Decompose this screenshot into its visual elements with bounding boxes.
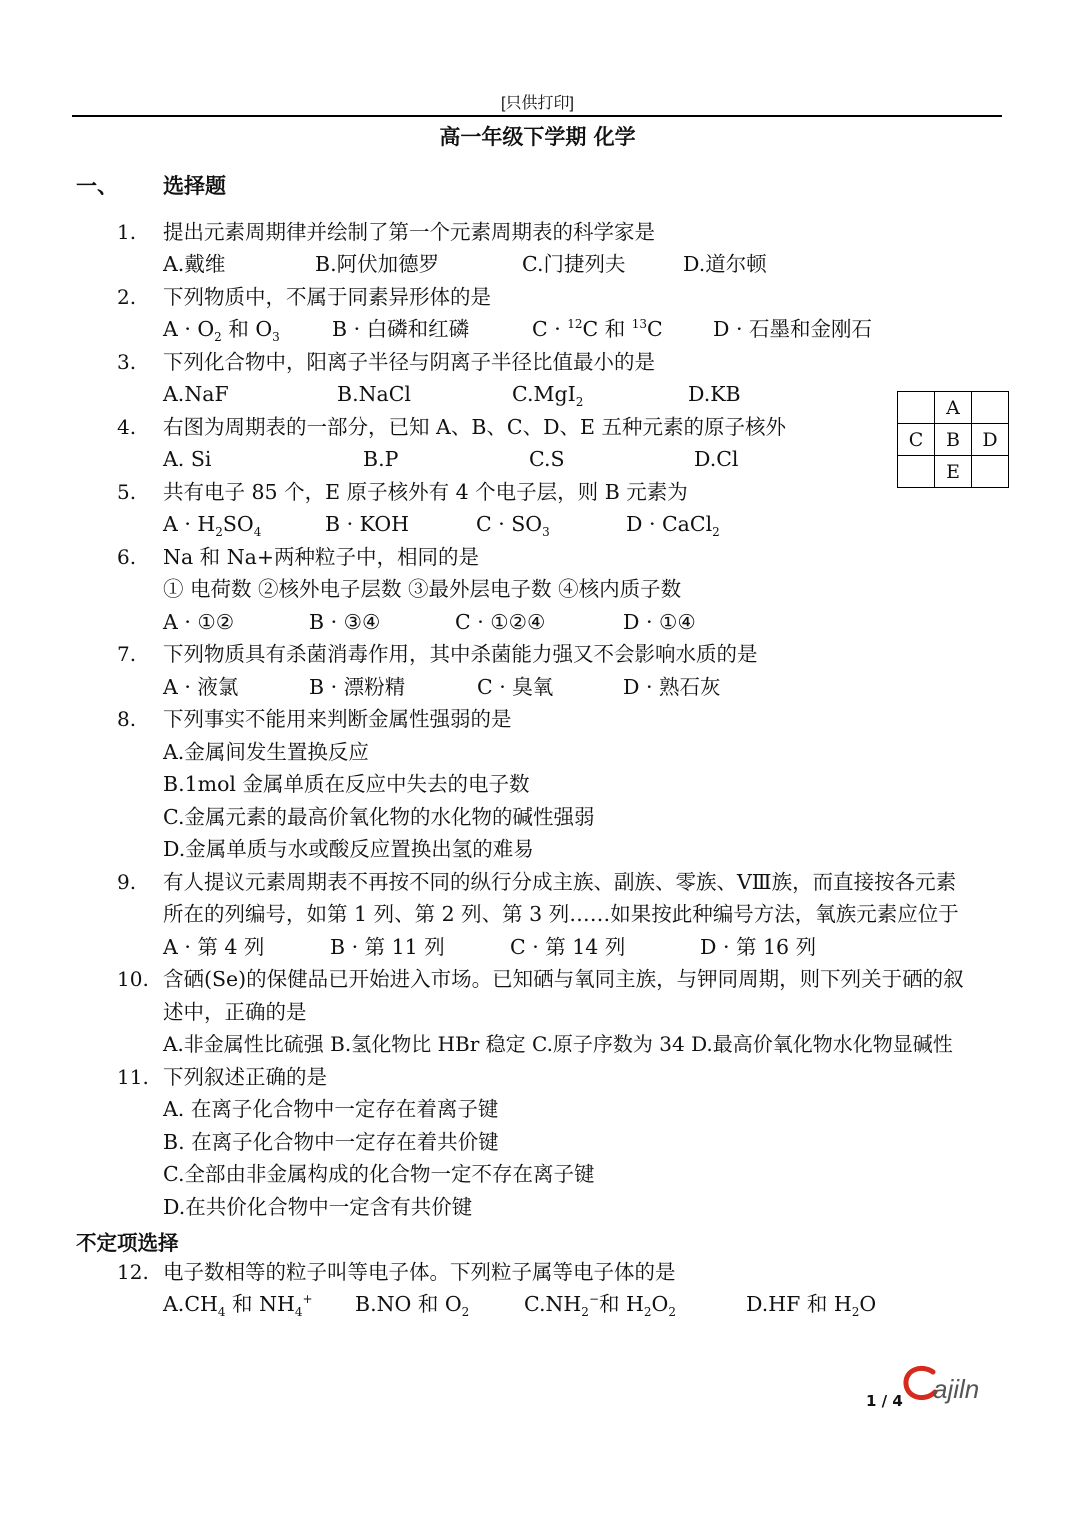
text: C.NH bbox=[524, 1292, 582, 1316]
option-b: B · 漂粉精 bbox=[309, 675, 406, 699]
option-a: A · 第 4 列 bbox=[163, 935, 265, 959]
table-cell bbox=[972, 392, 1009, 424]
question-stem-continued: 述中，正确的是 bbox=[163, 1000, 307, 1024]
subscript: 4 bbox=[294, 1305, 303, 1320]
question-stem: Na 和 Na+两种粒子中，相同的是 bbox=[163, 545, 480, 569]
question-number: 1. bbox=[117, 220, 137, 244]
subscript: 2 bbox=[461, 1305, 470, 1320]
question-number: 9. bbox=[117, 870, 137, 894]
option-a: A.戴维 bbox=[163, 252, 226, 276]
superscript: 12 bbox=[567, 317, 583, 332]
option-c: C · ①②④ bbox=[455, 610, 546, 634]
option-a bbox=[163, 1291, 313, 1320]
question-stem: 提出元素周期律并绘制了第一个元素周期表的科学家是 bbox=[163, 220, 655, 244]
subscript: 2 bbox=[575, 395, 584, 410]
table-cell: D bbox=[972, 424, 1009, 456]
option-c bbox=[512, 381, 584, 410]
option-c bbox=[532, 316, 663, 342]
option-c: C.S bbox=[529, 447, 565, 471]
text: 和 H bbox=[599, 1292, 644, 1316]
option-d: D · ①④ bbox=[623, 610, 696, 634]
option-b: B · ③④ bbox=[309, 610, 381, 634]
option-d: D.道尔顿 bbox=[683, 252, 767, 276]
question-number: 11. bbox=[117, 1065, 149, 1089]
document-title: 高一年级下学期 化学 bbox=[439, 125, 636, 149]
superscript: 13 bbox=[631, 317, 648, 332]
option-d: D · 石墨和金刚石 bbox=[713, 317, 872, 341]
text: C · SO bbox=[476, 512, 543, 536]
question-stem: 下列物质具有杀菌消毒作用，其中杀菌能力强又不会影响水质的是 bbox=[163, 642, 758, 666]
question-number: 10. bbox=[117, 967, 149, 991]
table-cell bbox=[898, 456, 935, 488]
option-a: A.NaF bbox=[163, 382, 229, 406]
table-cell: E bbox=[935, 456, 972, 488]
question-stem: 下列叙述正确的是 bbox=[163, 1065, 327, 1089]
text: 和 NH bbox=[225, 1292, 295, 1316]
subscript: 2 bbox=[581, 1305, 589, 1320]
subscript: 2 bbox=[851, 1305, 860, 1320]
option-b: B.NaCl bbox=[337, 382, 411, 406]
text: C bbox=[647, 317, 663, 341]
option-b: B.阿伏加德罗 bbox=[315, 252, 440, 276]
subscript: 2 bbox=[214, 330, 222, 345]
option-b: B · KOH bbox=[325, 512, 410, 536]
option-d: D.KB bbox=[688, 382, 741, 406]
option-d: D.Cl bbox=[694, 447, 739, 471]
table-cell: C bbox=[898, 424, 935, 456]
option-list: ① 电荷数 ②核外电子层数 ③最外层电子数 ④核内质子数 bbox=[163, 577, 682, 601]
table-cell: A bbox=[935, 392, 972, 424]
option-d bbox=[746, 1291, 877, 1320]
option-c: C.金属元素的最高价氧化物的水化物的碱性强弱 bbox=[163, 805, 595, 829]
text: C · bbox=[532, 317, 568, 341]
subscript: 2 bbox=[668, 1305, 676, 1320]
question-number: 7. bbox=[117, 642, 137, 666]
subscript: 2 bbox=[712, 525, 720, 540]
option-list: A.非金属性比硫强 B.氢化物比 HBr 稳定 C.原子序数为 34 D.最高价氧化物水化物显碱性 bbox=[163, 1032, 953, 1056]
question-stem: 电子数相等的粒子叫等电子体。下列粒子属等电子体的是 bbox=[163, 1260, 676, 1284]
svg-text:ajiln: ajiln bbox=[933, 1374, 980, 1404]
question-stem-continued: 所在的列编号，如第 1 列、第 2 列、第 3 列……如果按此种编号方法，氧族元素应位于 bbox=[163, 902, 959, 926]
question-stem: 下列事实不能用来判断金属性强弱的是 bbox=[163, 707, 512, 731]
question-stem: 下列化合物中，阳离子半径与阴离子半径比值最小的是 bbox=[163, 350, 655, 374]
question-number: 2. bbox=[117, 285, 137, 309]
subscript: 3 bbox=[272, 330, 280, 345]
option-b: B. 在离子化合物中一定存在着共价键 bbox=[163, 1130, 499, 1154]
option-a: A · 液氯 bbox=[163, 675, 239, 699]
question-number: 8. bbox=[117, 707, 137, 731]
table-cell bbox=[972, 456, 1009, 488]
option-b: B.1mol 金属单质在反应中失去的电子数 bbox=[163, 772, 530, 796]
page-number: 1 / 4 bbox=[866, 1392, 903, 1410]
text: D.HF 和 H bbox=[746, 1292, 852, 1316]
print-header: [只供打印] bbox=[501, 95, 574, 112]
option-b: B.P bbox=[363, 447, 399, 471]
question-number: 3. bbox=[117, 350, 137, 374]
subscript: 4 bbox=[253, 525, 262, 540]
option-d: D.在共价化合物中一定含有共价键 bbox=[163, 1195, 473, 1219]
option-a: A.金属间发生置换反应 bbox=[163, 740, 369, 764]
option-a bbox=[163, 511, 262, 540]
question-stem: 有人提议元素周期表不再按不同的纵行分成主族、副族、零族、VⅢ族，而直接按各元素 bbox=[163, 870, 957, 894]
subscript: 3 bbox=[542, 525, 550, 540]
section-number: 一、 bbox=[76, 174, 118, 198]
option-c bbox=[524, 1291, 676, 1320]
option-b bbox=[355, 1291, 470, 1320]
text: O bbox=[651, 1292, 669, 1316]
text: SO bbox=[222, 512, 254, 536]
cajiln-logo bbox=[903, 1362, 1003, 1410]
subscript: 2 bbox=[215, 525, 223, 540]
text: C.MgI bbox=[512, 382, 576, 406]
periodic-table-fragment bbox=[897, 391, 1009, 488]
option-a: A. 在离子化合物中一定存在着离子键 bbox=[163, 1097, 499, 1121]
option-a: A. Si bbox=[163, 447, 212, 471]
subscript: 4 bbox=[217, 1305, 226, 1320]
question-stem: 含硒(Se)的保健品已开始进入市场。已知硒与氧同主族，与钾同周期，则下列关于硒的叙 bbox=[163, 967, 964, 991]
table-cell: B bbox=[935, 424, 972, 456]
text: D · CaCl bbox=[626, 512, 713, 536]
option-c: C · 第 14 列 bbox=[510, 935, 626, 959]
text: A · H bbox=[163, 512, 216, 536]
option-c: C · 臭氧 bbox=[477, 675, 554, 699]
option-a bbox=[163, 316, 280, 345]
question-number: 5. bbox=[117, 480, 137, 504]
text: B.NO 和 O bbox=[355, 1292, 462, 1316]
option-b: B · 白磷和红磷 bbox=[332, 317, 470, 341]
superscript: + bbox=[302, 1292, 313, 1307]
text: C 和 bbox=[582, 317, 632, 341]
option-c: C.门捷列夫 bbox=[522, 252, 626, 276]
option-b: B · 第 11 列 bbox=[330, 935, 445, 959]
text: A.CH bbox=[163, 1292, 218, 1316]
superscript: − bbox=[588, 1292, 599, 1307]
question-number: 12. bbox=[117, 1260, 149, 1284]
option-d: D · 第 16 列 bbox=[700, 935, 817, 959]
question-stem: 右图为周期表的一部分，已知 A、B、C、D、E 五种元素的原子核外 bbox=[163, 415, 786, 439]
subsection-title: 不定项选择 bbox=[76, 1231, 179, 1255]
option-d: D.金属单质与水或酸反应置换出氢的难易 bbox=[163, 837, 534, 861]
question-stem: 共有电子 85 个，E 原子核外有 4 个电子层，则 B 元素为 bbox=[163, 480, 688, 504]
option-d: D · 熟石灰 bbox=[623, 675, 721, 699]
table-cell bbox=[898, 392, 935, 424]
header-rule bbox=[72, 115, 1002, 117]
text: A · O bbox=[163, 317, 215, 341]
question-stem: 下列物质中，不属于同素异形体的是 bbox=[163, 285, 491, 309]
section-title: 选择题 bbox=[163, 174, 226, 198]
option-c: C.全部由非金属构成的化合物一定不存在离子键 bbox=[163, 1162, 595, 1186]
option-a: A · ①② bbox=[163, 610, 235, 634]
subscript: 2 bbox=[643, 1305, 652, 1320]
question-number: 6. bbox=[117, 545, 137, 569]
text: 和 O bbox=[221, 317, 273, 341]
option-c bbox=[476, 511, 550, 540]
text: O bbox=[859, 1292, 877, 1316]
question-number: 4. bbox=[117, 415, 137, 439]
option-d bbox=[626, 511, 720, 540]
